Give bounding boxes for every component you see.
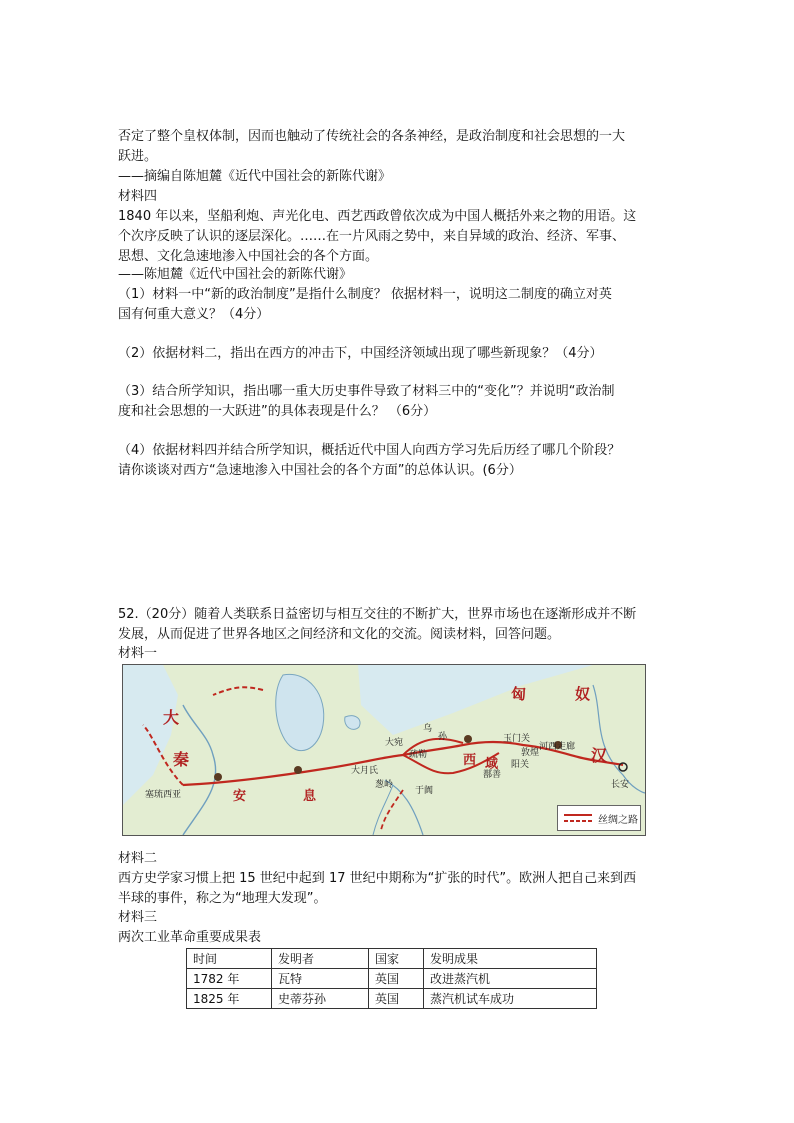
map-label-dayuezhi: 大月氏 xyxy=(351,766,379,776)
material1-title: 材料一 xyxy=(118,646,158,661)
table-cell: 史蒂芬孙 xyxy=(272,989,369,1009)
industrial-revolution-table xyxy=(186,948,597,1009)
silk-road-map xyxy=(122,664,646,836)
map-label-seleucia: 塞琉西亚 xyxy=(145,790,182,800)
table-cell: 蒸汽机试车成功 xyxy=(424,989,597,1009)
map-label-an: 安 xyxy=(233,789,247,804)
table-cell: 瓦特 xyxy=(272,969,369,989)
table-cell: 英国 xyxy=(369,989,424,1009)
table-row xyxy=(187,989,597,1009)
map-label-shanshan: 鄯善 xyxy=(483,770,502,780)
question-4-cont: 请你谈谈对西方“急速地渗入中国社会的各个方面”的总体认识。(6分） xyxy=(118,463,522,478)
map-label-han: 汉 xyxy=(591,746,608,765)
material4-text-line: 1840 年以来，坚船利炮、声光化电、西艺西政曾依次成为中国人概括外来之物的用语。这 xyxy=(118,209,637,224)
material4-source: ——陈旭麓《近代中国社会的新陈代谢》 xyxy=(118,267,353,282)
map-label-hexi: 河西走廊 xyxy=(539,742,576,752)
material3-title: 材料三 xyxy=(118,910,158,925)
table-header-cell: 发明者 xyxy=(272,949,369,969)
caravan-icon xyxy=(464,735,472,743)
material3-text-line: 否定了整个皇权体制，因而也触动了传统社会的各条神经，是政治制度和社会思想的一大 xyxy=(118,129,626,144)
map-label-qin: 秦 xyxy=(173,750,190,769)
material4-text-line: 个次序反映了认识的逐层深化。……在一片风雨之势中，来自异域的政治、经济、军事、 xyxy=(118,229,626,244)
legend-label: 丝绸之路 xyxy=(598,815,638,826)
material4-text-line: 思想、文化急速地渗入中国社会的各个方面。 xyxy=(118,249,379,264)
map-label-dawan: 大宛 xyxy=(385,738,404,748)
map-label-xi: 息 xyxy=(303,789,317,804)
map-label-xiong: 匈 xyxy=(511,685,527,703)
question-4: （4）依据材料四并结合所学知识，概括近代中国人向西方学习先后历经了哪几个阶段？ xyxy=(118,443,621,458)
map-label-dunhuang: 敦煌 xyxy=(521,748,540,758)
table-row xyxy=(187,969,597,989)
map-label-nu: 奴 xyxy=(575,685,591,703)
map-label-yu-region: 域 xyxy=(485,757,499,772)
map-label-yumenguan: 玉门关 xyxy=(503,734,531,744)
table-header-row xyxy=(187,949,597,969)
material4-title: 材料四 xyxy=(118,189,158,204)
caravan-icon xyxy=(214,773,222,781)
table-header-cell: 国家 xyxy=(369,949,424,969)
map-label-da: 大 xyxy=(163,708,180,727)
caravan-icon xyxy=(294,766,302,774)
material2-title: 材料二 xyxy=(118,851,158,866)
question-52: 52.（20分）随着人类联系日益密切与相互交往的不断扩大，世界市场也在逐渐形成并不断 xyxy=(118,607,637,622)
table-cell: 1825 年 xyxy=(187,989,272,1009)
legend-route-icon xyxy=(558,806,598,830)
map-label-yangguan: 阳关 xyxy=(511,760,530,770)
table-cell: 1782 年 xyxy=(187,969,272,989)
map-legend xyxy=(557,805,641,831)
map-label-congling: 葱岭 xyxy=(375,780,394,790)
question-2: （2）依据材料二，指出在西方的冲击下，中国经济领域出现了哪些新现象？（4分） xyxy=(118,346,603,361)
question-52-cont: 发展，从而促进了世界各地区之间经济和文化的交流。阅读材料，回答问题。 xyxy=(118,627,561,642)
table-header-cell: 时间 xyxy=(187,949,272,969)
material3-source: ——摘编自陈旭麓《近代中国社会的新陈代谢》 xyxy=(118,169,392,184)
question-3-cont: 度和社会思想的一大跃进”的具体表现是什么？ （6分） xyxy=(118,404,437,419)
map-label-xi-region: 西 xyxy=(463,753,477,768)
map-label-changan: 长安 xyxy=(611,780,630,790)
table-title: 两次工业革命重要成果表 xyxy=(118,930,262,945)
material3-text-line: 跃进。 xyxy=(118,149,158,164)
question-3: （3）结合所学知识，指出哪一重大历史事件导致了材料三中的“变化”？并说明“政治制 xyxy=(118,384,615,399)
material2-text-line: 半球的事件，称之为“地理大发现”。 xyxy=(118,891,327,906)
table-header-cell: 发明成果 xyxy=(424,949,597,969)
question-1-cont: 国有何重大意义？（4分） xyxy=(118,307,270,322)
map-label-wu: 乌 xyxy=(423,724,433,734)
table-cell: 英国 xyxy=(369,969,424,989)
map-label-sun: 孙 xyxy=(438,732,448,742)
map-label-shule: 疏勒 xyxy=(409,750,428,760)
material2-text-line: 西方史学家习惯上把 15 世纪中起到 17 世纪中期称为“扩张的时代”。欧洲人把自己来到西 xyxy=(118,871,637,886)
map-label-yutian: 于阗 xyxy=(415,786,434,796)
table-cell: 改进蒸汽机 xyxy=(424,969,597,989)
question-1: （1）材料一中“新的政治制度”是指什么制度？ 依据材料一，说明这二制度的确立对英 xyxy=(118,287,612,302)
